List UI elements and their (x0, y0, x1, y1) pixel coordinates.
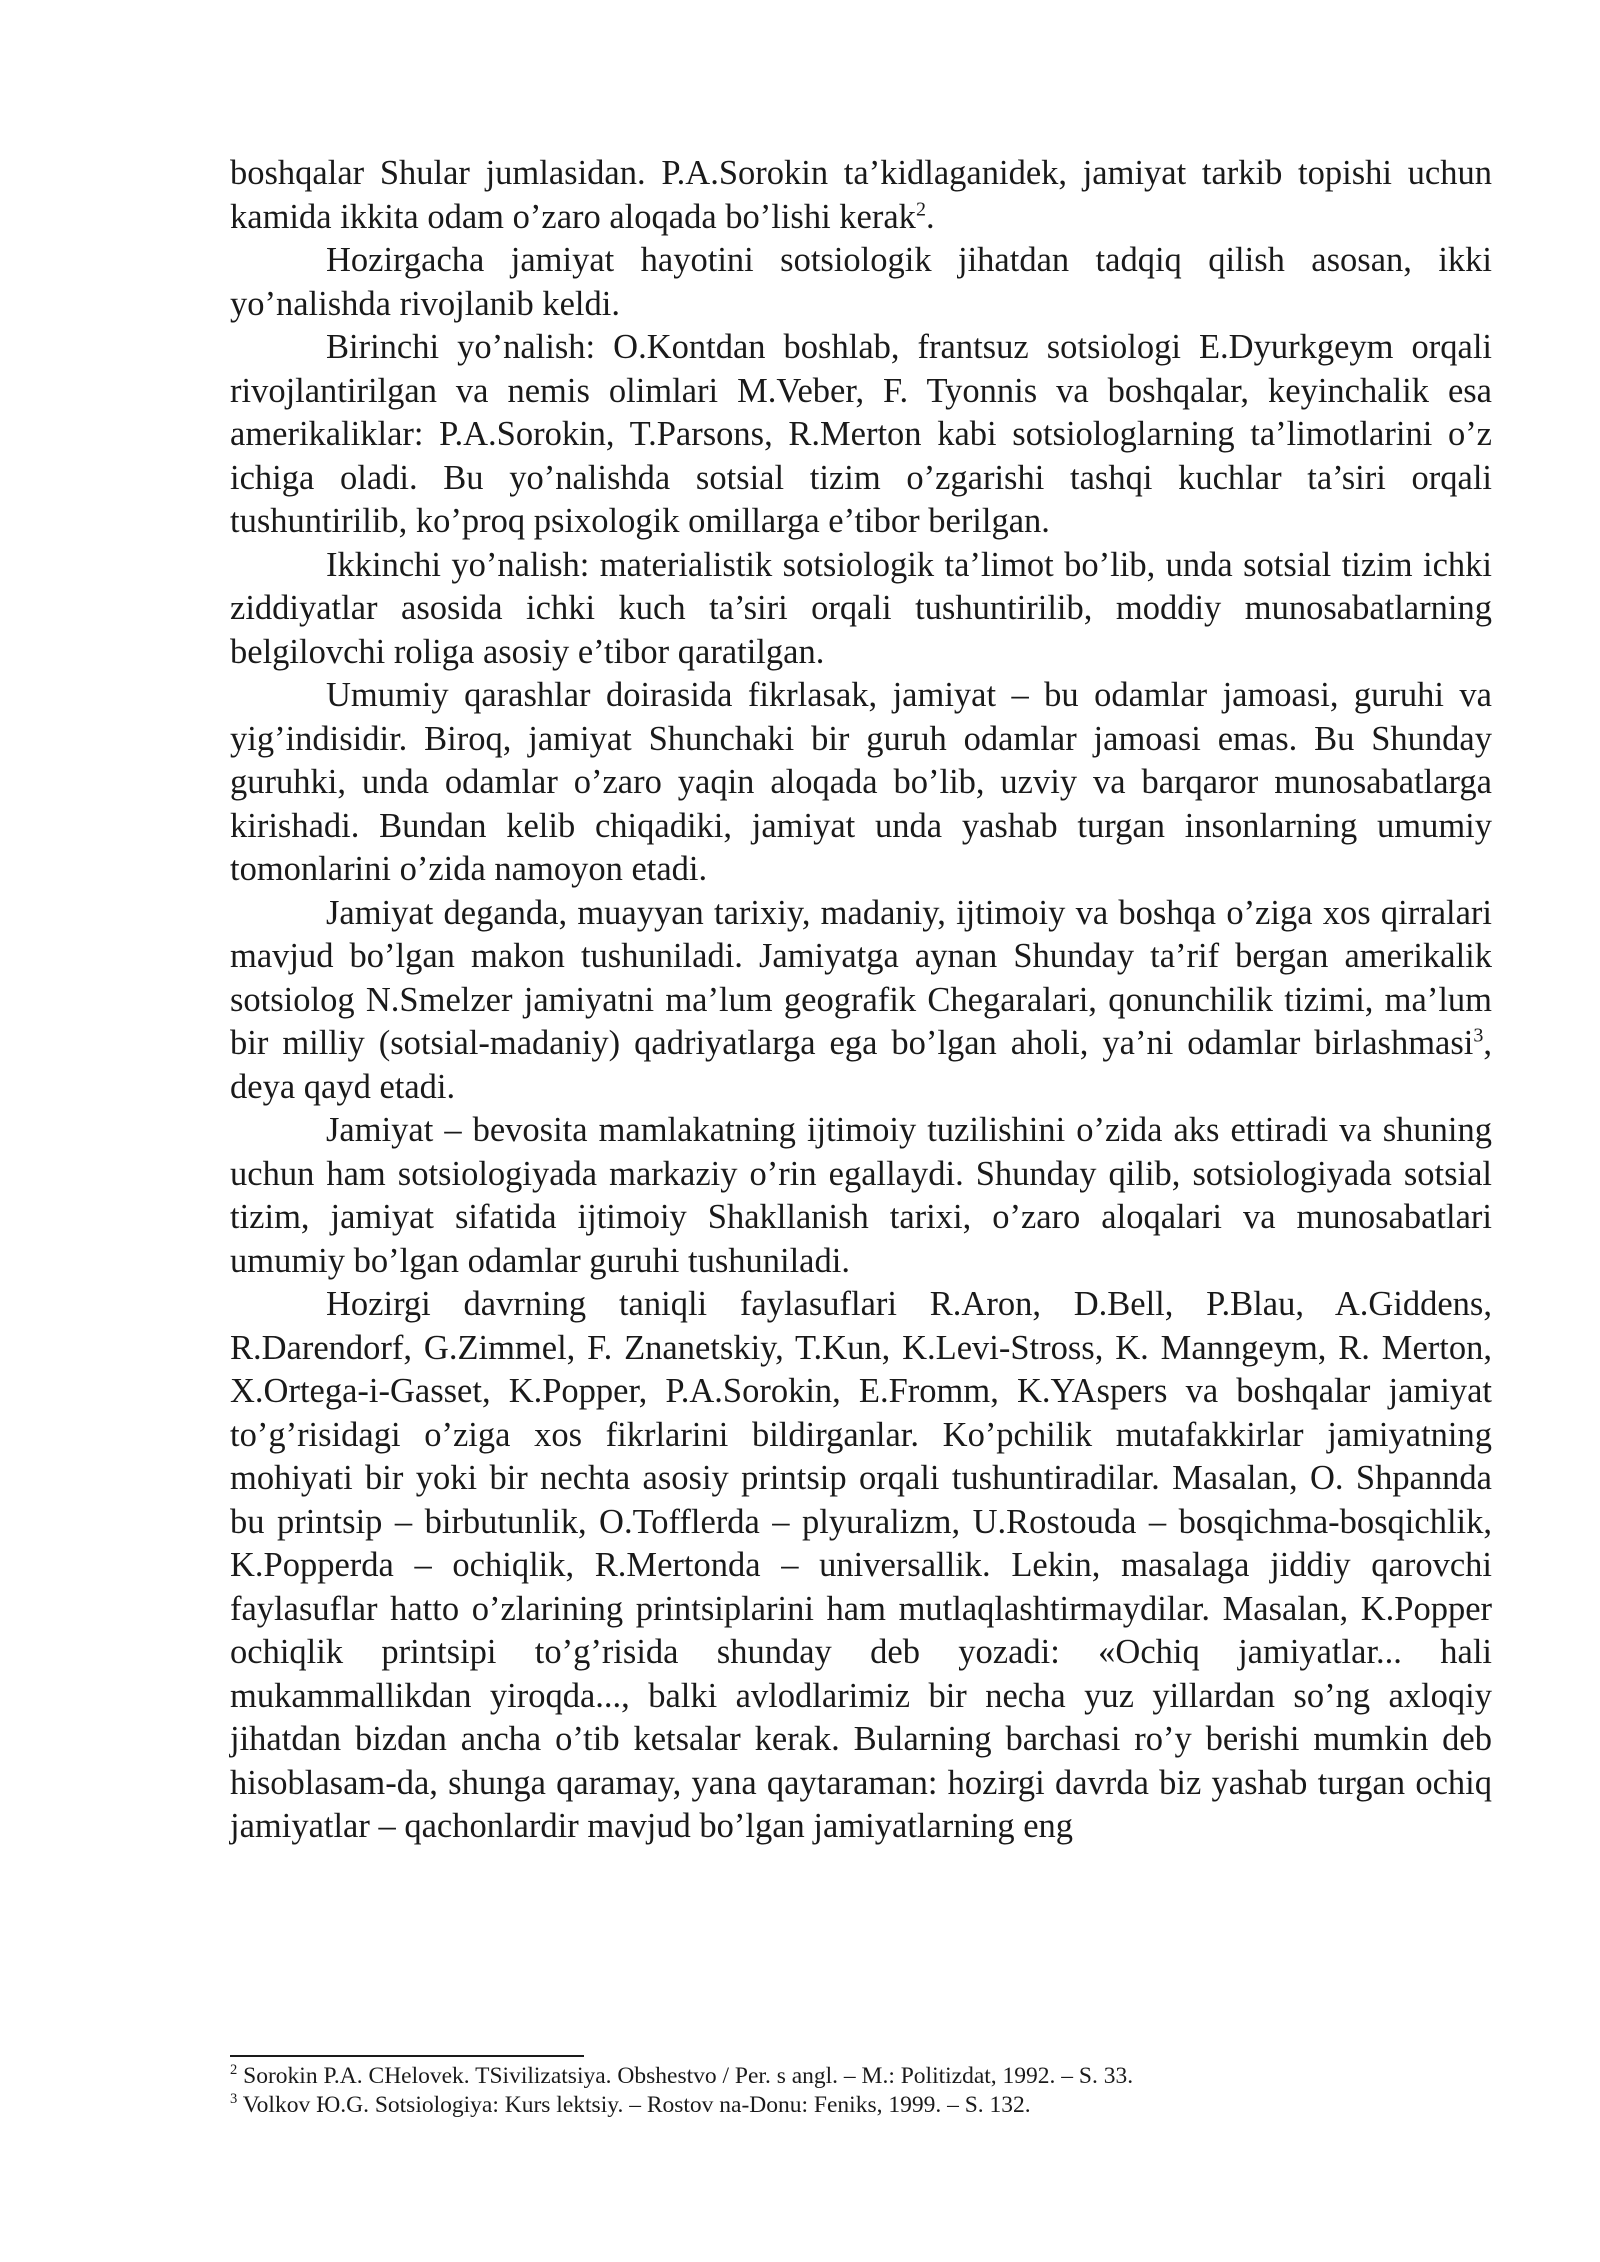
paragraph-1 (230, 152, 1492, 239)
footnote-ref-3: 3 (1473, 1024, 1484, 1047)
footnote-number: 3 (230, 2091, 238, 2108)
paragraph-text-tail: , deya qayd etadi. (230, 1024, 1492, 1106)
paragraph-4: Ikkinchi yo’nalish: materialistik sotsiologik ta’limot bo’lib, unda sotsial tizim ichki ziddiyatlar asosida ichki kuch ta’siri orqali tushuntirilib, moddiy munosabatlarning belgilovchi roliga asosiy e’tibor qaratilgan. (230, 545, 1492, 671)
footnote-ref-2: 2 (915, 198, 926, 220)
paragraph-text: boshqalar Shular jumlasidan. P.A.Sorokin ta’kidlaganidek, jamiyat tarkib topishi uchun kamida ikkita odam o’zaro aloqada bo’lishi kerak (230, 154, 1492, 236)
footnote-2 (230, 2062, 1492, 2091)
paragraph-7: Jamiyat – bevosita mamlakatning ijtimoiy tuzilishini o’zida aks ettiradi va shuning uchun ham sotsiologiyada markaziy o’rin egallaydi. Shunday qilib, sotsiologiyada sotsial tizim, jamiyat sifatida ijtimoiy Shakllanish tarixi, o’zaro aloqalari va munosabatlari umumiy bo’lgan odamlar guruhi tushuniladi. (230, 1111, 1492, 1280)
paragraph-6 (230, 892, 1492, 1110)
paragraph-3: Birinchi yo’nalish: O.Kontdan boshlab, frantsuz sotsiologi E.Dyurkgeym orqali rivojlantirilgan va nemis olimlari M.Veber, F. Tyonnis va boshqalar, keyinchalik esa amerikaliklar: P.A.Sorokin, T.Parsons, R.Merton kabi sotsiologlarning ta’limotlarini o’z ichiga oladi. Bu yo’nalishda sotsial tizim o’zgarishi tashqi kuchlar ta’siri orqali tushuntirilib, ko’proq psixologik omillarga e’tibor berilgan. (230, 328, 1492, 540)
footnote-3 (230, 2091, 1492, 2120)
footnotes (230, 2062, 1492, 2120)
footnote-number: 2 (230, 2062, 238, 2079)
paragraph-text: Jamiyat deganda, muayyan tarixiy, madaniy, ijtimoiy va boshqa o’ziga xos qirralari mavjud bo’lgan makon tushuniladi. Jamiyatga aynan Shunday ta’rif bergan amerikalik sotsiolog N.Smelzer jamiyatni ma’lum geografik Chegaralari, qonunchilik tizimi, ma’lum bir milliy (sotsial-madaniy) qadriyatlarga ega bo’lgan aholi, ya’ni odamlar birlashmasi (230, 893, 1492, 1062)
footnote-text: Sorokin P.A. CHelovek. TSivilizatsiya. Obshestvo / Per. s angl. – M.: Politizdat, 1992. – S. 33. (237, 2063, 1134, 2089)
paragraph-8: Hozirgi davrning taniqli faylasuflari R.Aron, D.Bell, P.Blau, A.Giddens, R.Darendorf, G.Zimmel, F. Znanetskiy, T.Kun, K.Levi-Stross, K. Manngeym, R. Merton, X.Ortega-i-Gasset, K.Popper, P.A.Sorokin, E.Fromm, K.YAspers va boshqalar jamiyat to’g’risidagi o’ziga xos fikrlarini bildirganlar. Ko’pchilik mutafakkirlar jamiyatning mohiyati bir yoki bir nechta asosiy printsip orqali tushuntiradilar. Masalan, O. Shpannda bu printsip – birbutunlik, O.Tofflerda – plyuralizm, U.Rostouda – bosqichma-bosqichlik, K.Popperda – ochiqlik, R.Mertonda – universallik. Lekin, masalaga jiddiy qarovchi faylasuflar hatto o’zlarining printsiplarini ham mutlaqlashtirmaydilar. Masalan, K.Popper ochiqlik printsipi to’g’risida shunday deb yozadi: «Ochiq jamiyatlar... hali mukammallikdan yiroqda..., balki avlodlarimiz bir necha yuz yillardan so’ng axloqiy jihatdan bizdan ancha o’tib ketsalar kerak. Bularning barchasi ro’y berishi mumkin deb hisoblasam-da, shunga qaramay, yana qaytaraman: hozirgi davrda biz yashab turgan ochiq jamiyatlar – qachonlardir mavjud bo’lgan jamiyatlarning eng (230, 1285, 1492, 1845)
paragraph-5: Umumiy qarashlar doirasida fikrlasak, jamiyat – bu odamlar jamoasi, guruhi va yig’indisidir. Biroq, jamiyat Shunchaki bir guruh odamlar jamoasi emas. Bu Shunday guruhki, unda odamlar o’zaro yaqin aloqada bo’lib, uzviy va barqaror munosabatlarga kirishadi. Bundan kelib chiqadiki, jamiyat unda yashab turgan insonlarning umumiy tomonlarini o’zida namoyon etadi. (230, 676, 1492, 888)
paragraph-2: Hozirgacha jamiyat hayotini sotsiologik jihatdan tadqiq qilish asosan, ikki yo’nalishda rivojlanib keldi. (230, 241, 1492, 323)
body-text (230, 152, 1492, 1849)
paragraph-text-tail: . (925, 197, 935, 236)
footnote-text: Volkov Ю.G. Sotsiologiya: Kurs lektsiy. – Rostov na-Donu: Feniks, 1999. – S. 132. (237, 2092, 1031, 2118)
footnote-separator (230, 2055, 584, 2057)
